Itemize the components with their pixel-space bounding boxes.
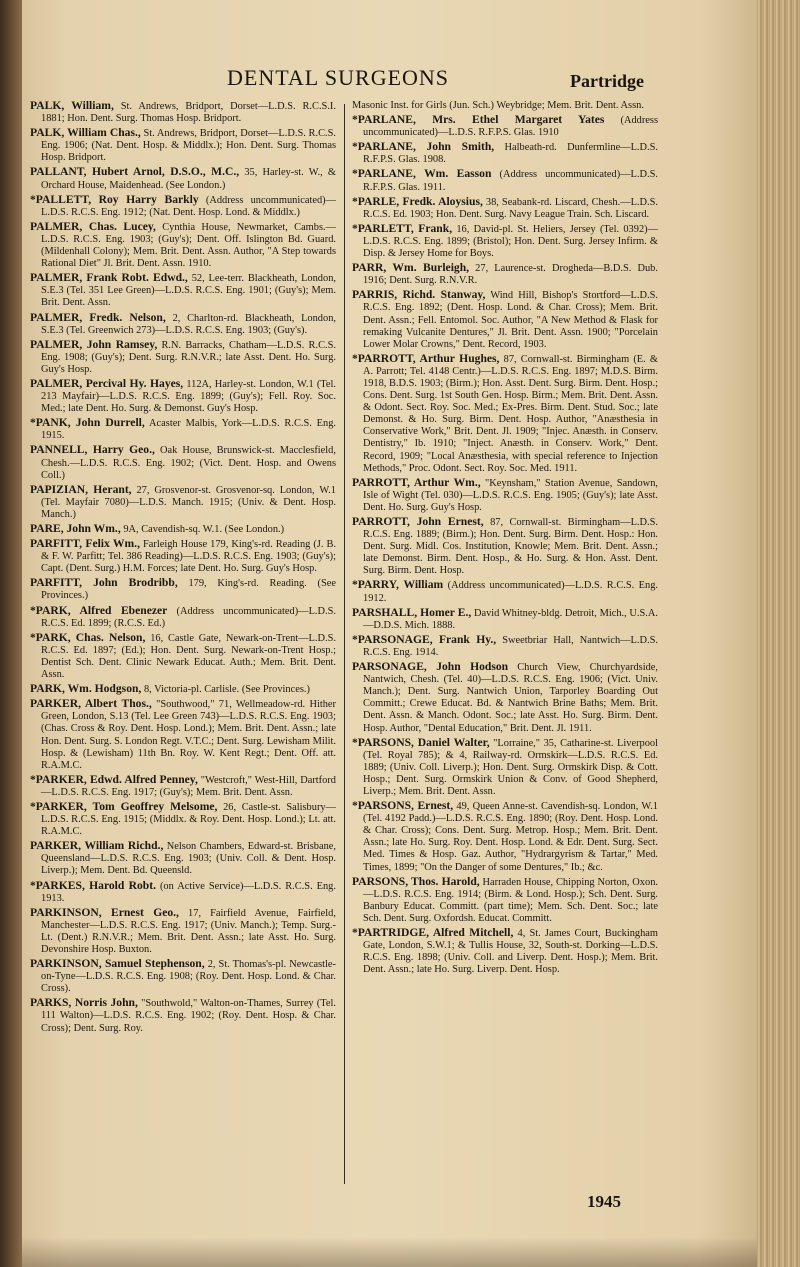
directory-entry	[30, 221, 336, 270]
entry-name: PALMER, Chas. Lucey,	[30, 219, 156, 233]
entry-name: PALLANT, Hubert Arnol, D.S.O., M.C.,	[30, 165, 240, 179]
entry-details: Cynthia House, Newmarket, Cambs.—L.D.S. R.C.S. Eng. 1903; (Guy's); Dent. Off. Islington Bd. Guard. (Mildenhall Colony); Mem. Brit. Dent. Assn. Author, "A Step towards Rational Diet" Jl. Brit. Dent. Assn. 1910.	[41, 221, 336, 270]
entry-name: PARFITT, John Brodribb,	[30, 576, 178, 590]
entry-name: PARE, John Wm.,	[30, 522, 121, 535]
directory-entry	[352, 477, 658, 514]
entry-name: PARKS, Norris John,	[30, 996, 138, 1010]
entry-details: R.N. Barracks, Chatham—L.D.S. R.C.S. Eng. 1908; (Guy's); Dent. Surg. R.N.V.R.; late Asst. Dent. Ho. Surg. Guy's Hosp.	[41, 339, 336, 375]
directory-entry	[30, 632, 336, 681]
entry-details: Nelson Chambers, Edward-st. Brisbane, Queensland—L.D.S. R.C.S. Eng. 1903; (Univ. Coll. & Dent. Hosp. Liverp.); Mem. Dent. Bd. Queensld.	[41, 841, 337, 877]
entry-name: *PARSONS, Daniel Walter,	[352, 735, 490, 749]
directory-entry	[30, 605, 336, 630]
entry-name: *PARSONS, Ernest,	[352, 799, 454, 813]
entry-name: PAPIZIAN, Herant,	[30, 482, 132, 496]
entry-name: *PARROTT, Arthur Hughes,	[352, 351, 500, 365]
entry-details: "Keynsham," Station Avenue, Sandown, Isle of Wight (Tel. 030)—L.D.S. R.C.S. Eng. 1905; (Guy's); late Asst. Dent. Ho. Surg. Guy's Hosp.	[363, 477, 658, 513]
entry-details: (Address uncommunicated)—L.D.S. R.C.S. Eng. 1912; (Nat. Dent. Hosp. Lond. & Middlx.)	[41, 194, 336, 218]
directory-entry	[352, 579, 658, 604]
entry-details: (Address uncommunicated)—L.D.S. R.F.P.S. Glas. 1910	[363, 115, 658, 139]
directory-entry	[30, 484, 336, 521]
entry-name: PARKINSON, Samuel Stephenson,	[30, 957, 205, 971]
directory-entry	[352, 876, 658, 925]
directory-entry	[30, 378, 336, 415]
entry-name: *PARLE, Fredk. Aloysius,	[352, 194, 483, 208]
entry-details: St. Andrews, Bridport, Dorset—L.D.S. R.C.S.I. 1881; Hon. Dent. Surg. Thomas Hosp. Bridport.	[41, 101, 336, 125]
directory-entry	[30, 194, 336, 219]
entry-name: *PANK, John Durrell,	[30, 416, 145, 430]
entry-details: Farleigh House 179, King's-rd. Reading (J. B. & F. W. Parfitt; Tel. 386 Reading)—L.D.S. R.C.S. Eng. 1903; (Guy's); Capt. (Dent. Surg.) H.M. Forces; late Dent. Ho. Surg. Guy's Hosp.	[41, 539, 336, 575]
directory-entry	[352, 262, 658, 287]
entry-name: PARSONAGE, John Hodson	[352, 660, 509, 674]
page-title: DENTAL SURGEONS	[227, 65, 450, 90]
entry-name: PALMER, Fredk. Nelson,	[30, 310, 166, 324]
directory-entry	[30, 577, 336, 602]
entry-details: 35, Harley-st. W., & Orchard House, Maidenhead. (See London.)	[41, 167, 337, 191]
entry-details: "Westcroft," West-Hill, Dartford—L.D.S. R.C.S. Eng. 1917; (Guy's); Mem. Brit. Dent. Assn.	[41, 774, 336, 798]
directory-entry	[352, 800, 658, 874]
entry-details: 26, Castle-st. Salisbury—L.D.S. R.C.S. Eng. 1915; (Middlx. & Roy. Dent. Hosp. Lond.); Lt. att. R.A.M.C.	[41, 801, 336, 838]
entry-name: *PARKES, Harold Robt.	[30, 878, 156, 892]
entry-details: Harraden House, Chipping Norton, Oxon.—L.D.S. R.C.S. Eng. 1914; (Birm. & Lond. Hosp.); Sch. Dent. Surg. Banbury Educat. Committ. (part time); Mem. Sch. Dent. Soc.; late Sch. Dent. Surg. Oxfordsh. Educat. Committ.	[363, 876, 658, 924]
directory-entry	[352, 737, 658, 798]
entry-name: PARKER, Albert Thos.,	[30, 697, 152, 711]
directory-entry	[30, 444, 336, 481]
entry-details: 87, Cornwall-st. Birmingham (E. & A. Parrott; Tel. 4148 Centr.)—L.D.S. R.C.S. Eng. 1897; M.D.S. Birm. 1918, B.D.S. 1903; (Birm.); Hon. Asst. Dent. Surg. Birm. Dent. Hosp.; Cons. Dent. Surg. 1st South Gen. Hosp. Birm.; Mem. Brit. Dent. Assn. & Odont. Sect. Roy. Soc. Med.; Ex-Pres. Birm. Dent. Stud. Soc.; late Demonst. & Ho. Surg. Birm. Dent. Hosp. Author, "Anæsthesia in Conservative Work," Brit. Dent. Jl. 1909; "Injec. Anæsth. in Conserv. Dentistry," Ib. 1910; "Inject. Anæsth. in Conserv. Work," Dent. Record, 1909; "Local Anæsthesia, with special reference to Injection Methods," Proc. Odont. Sect. Roy. Soc. Med. 1911.	[363, 353, 658, 474]
adjacent-page-edge	[0, 0, 22, 1267]
directory-entry	[352, 196, 658, 221]
directory-entry	[30, 127, 336, 164]
right-column	[352, 100, 658, 978]
directory-entry	[30, 312, 336, 337]
entry-name: *PARLANE, John Smith,	[352, 140, 495, 154]
page-shadow	[22, 1237, 757, 1267]
entry-details: Sweetbriar Hall, Nantwich—L.D.S. R.C.S. Eng. 1914.	[363, 634, 658, 658]
entry-name: PALK, William Chas.,	[30, 126, 141, 140]
entry-details: 27, Laurence-st. Drogheda—B.D.S. Dub. 1916; Dent. Surg. R.N.V.R.	[363, 263, 658, 287]
entry-name: *PARKER, Edwd. Alfred Penney,	[30, 772, 198, 786]
page-number: 1945	[587, 1192, 621, 1211]
entry-name: PARKINSON, Ernest Geo.,	[30, 905, 179, 919]
directory-entry	[352, 114, 658, 139]
entry-name: *PARTRIDGE, Alfred Mitchell,	[352, 926, 514, 939]
directory-entry	[352, 353, 658, 475]
directory-entry	[30, 523, 336, 536]
entry-details: 49, Queen Anne-st. Cavendish-sq. London, W.1 (Tel. 4192 Padd.)—L.D.S. R.C.S. Eng. 1890; (Roy. Dent. Hosp. Lond. & Char. Cross); Cons. Dent. Surg. Metrop. Hosp.; Mem. Brit. Dent. Assn.; late Ho. Surg. Roy. Dent. Hosp. Lond. & Edr. Dent. Surg. Sect. Med. Times & Hosp. Gaz. Author, "Hydrargyrism & Tartar," Med. Times, 1899; "On the Danger of some Dentures," Ib.; &c.	[363, 801, 658, 873]
directory-entry	[30, 774, 336, 799]
entry-details: St. Andrews, Bridport, Dorset—L.D.S. R.C.S. Eng. 1906; (Nat. Dent. Hosp. & Middlx.); Hon. Dent. Surg. Thomas Hosp. Bridport.	[41, 128, 336, 164]
directory-entry	[30, 801, 336, 838]
directory-page	[22, 0, 757, 1267]
directory-entry	[352, 607, 658, 632]
entry-details: (Address uncommunicated)—L.D.S. R.C.S. Eng. 1912.	[363, 580, 658, 604]
entry-details: Wind Hill, Bishop's Stortford—L.D.S. R.C.S. Eng. 1892; (Dent. Hosp. Lond. & Char. Cross); Mem. Brit. Dent. Assn.; Fell. Entomol. Soc. Author, "A New Method & Flask for remaking Vulcanite Dentures," Jl. Brit. Dent. Assn. 1900; "Porcelain Lower Molar Crowns," Dent. Record, 1903.	[363, 290, 658, 350]
directory-entry	[352, 289, 658, 350]
entry-name: PALMER, Frank Robt. Edwd.,	[30, 271, 188, 285]
entry-name: *PARK, Alfred Ebenezer	[30, 603, 168, 617]
entry-name: *PARLANE, Mrs. Ethel Margaret Yates	[352, 113, 605, 127]
entry-details: 27, Grosvenor-st. Grosvenor-sq. London, W.1 (Tel. Mayfair 7080)—L.D.S. Manch. 1915; (Univ. & Dent. Hosp. Manch.)	[41, 484, 336, 520]
directory-entry	[352, 516, 658, 577]
directory-entry	[30, 683, 336, 696]
entry-name: *PARRY, William	[352, 578, 444, 592]
directory-entry	[30, 880, 336, 905]
entry-details: (on Active Service)—L.D.S. R.C.S. Eng. 1913.	[41, 880, 336, 904]
entry-name: *PARLETT, Frank,	[352, 221, 453, 235]
entry-details: Church View, Churchyardside, Nantwich, Chesh. (Tel. 40)—L.D.S. R.C.S. Eng. 1906; (Vict. Univ. Manch.); Dent. Surg. Nantwich Union, Tarporley Boarding Out Committ.; Crewe Educat. Bd. & Nantwich Brine Baths; Mem. Brit. Dent. Assn. & Manch. Odont. Soc.; late Asst. Ho. Surg. Birm. Dent. Hosp. Author, "Dental Education," Brit. Dent. Jl. 1911.	[363, 662, 658, 734]
entry-details: 112A, Harley-st. London, W.1 (Tel. 213 Mayfair)—L.D.S. R.C.S. Eng. 1899; (Guy's); Fell. Roy. Soc. Med.; late Dent. Ho. Surg. & Demonst. Guy's Hosp.	[41, 378, 336, 415]
entry-name: PARSONS, Thos. Harold,	[352, 874, 480, 888]
entry-name: PARK, Wm. Hodgson,	[30, 682, 142, 696]
entry-details: 16, David-pl. St. Heliers, Jersey (Tel. 0392)—L.D.S. R.C.S. Eng. 1899; (Bristol); Hon. Dent. Surg. Jersey Infirm. & Disp. & Jersey Home for Boys.	[363, 223, 658, 260]
entry-name: PARROTT, Arthur Wm.,	[352, 475, 481, 489]
running-catchword: Partridge	[570, 71, 644, 91]
directory-entry	[30, 100, 336, 125]
directory-entry	[352, 168, 658, 193]
entry-name: *PARSONAGE, Frank Hy.,	[352, 632, 497, 646]
entry-details: Acaster Malbis, York—L.D.S. R.C.S. Eng. 1915.	[41, 418, 337, 442]
entry-details: 16, Castle Gate, Newark-on-Trent—L.D.S. R.C.S. Ed. 1897; (Ed.); Hon. Dent. Surg. Newark-on-Trent Hosp.; Dentist Sch. Dent. Clinic Newark Educat. Auth.; Mem. Brit. Dent. Assn.	[41, 632, 336, 681]
entry-details: (Address uncommunicated)—L.D.S. R.F.P.S. Glas. 1911.	[363, 169, 658, 193]
directory-entry	[30, 698, 336, 772]
entry-details: "Southwood," 71, Wellmeadow-rd. Hither Green, London, S.13 (Tel. Lee Green 743)—L.D.S. R.C.S. Eng. 1903; (Chas. Cross & Roy. Dent. Hosp. Lond.); Mem. Brit. Dent. Assn.; late Hon. Dent. Surg. S. London Regt. V.T.C.; Dent. Surg. Lewisham Milit. Hosp. & (Lewisham) 11th Bn. Roy. W. Kent Regt.; Dent. Off. att. R.A.M.C.	[41, 699, 336, 771]
book-page-edges	[757, 0, 800, 1267]
entry-name: *PARKER, Tom Geoffrey Melsome,	[30, 799, 218, 813]
entry-name: PANNELL, Harry Geo.,	[30, 443, 155, 457]
entry-details: Oak House, Brunswick-st. Macclesfield, Chesh.—L.D.S. R.C.S. Eng. 1902; (Vict. Dent. Hosp. and Owens Coll.)	[41, 445, 336, 481]
entry-name: PARRIS, Richd. Stanway,	[352, 288, 486, 302]
entry-details: (Address uncommunicated)—L.D.S. R.C.S. Ed. 1899; (R.C.S. Ed.)	[41, 605, 336, 629]
directory-entry	[30, 997, 336, 1034]
entry-name: *PALLETT, Roy Harry Barkly	[30, 192, 199, 206]
entry-details: 9A, Cavendish-sq. W.1. (See London.)	[123, 524, 285, 535]
entry-details: 87, Cornwall-st. Birmingham—L.D.S. R.C.S. Eng. 1889; (Birm.); Hon. Dent. Surg. Birm. Dent. Hosp.: Hon. Dent. Surg. Midl. Cos. Institution, Knowle; Mem. Brit. Dent. Assn.; late Demonst. Birm. Dent. Hosp., & Ho. Surg. & Hon. Asst. Dent. Surg. Birm. Dent. Hosp.	[363, 517, 659, 577]
entry-details: David Whitney-bldg. Detroit, Mich., U.S.A.—D.D.S. Mich. 1888.	[363, 607, 658, 631]
left-column	[30, 100, 336, 1037]
entry-details: 17, Fairfield Avenue, Fairfield, Manchester—L.D.S. R.C.S. Eng. 1917; (Univ. Manch.); Temp. Surg.-Lt. (Dent.) R.N.V.R.; Mem. Brit. Dent. Assn.; late Asst. Ho. Surg. Devonshire Hosp. Buxton.	[41, 907, 336, 955]
entry-name: PARSHALL, Homer E.,	[352, 605, 472, 619]
directory-entry	[352, 661, 658, 735]
entry-details: "Southwold," Walton-on-Thames, Surrey (Tel. 111 Walton)—L.D.S. R.C.S. Eng. 1902; (Roy. Dent. Hosp. & Char. Cross); Dent. Surg. Roy.	[41, 998, 336, 1034]
entry-details: 4, St. James Court, Buckingham Gate, London, S.W.1; & Tullis House, 32, South-st. Dorking—L.D.S. R.C.S. Eng. 1898; (Univ. Coll. and Liverp. Dent. Hosp.); Mem. Brit. Dent. Assn.; late Ho. Surg. Liverp. Dent. Hosp.	[363, 928, 658, 976]
entry-name: PARFITT, Felix Wm.,	[30, 537, 140, 551]
entry-name: PARROTT, John Ernest,	[352, 515, 484, 528]
entry-details: 52, Lee-terr. Blackheath, London, S.E.3 (Tel. 351 Lee Green)—L.D.S. R.C.S. Eng. 1901; (Guy's); Mem. Brit. Dent. Assn.	[41, 273, 336, 309]
entry-name: PALMER, John Ramsey,	[30, 337, 158, 351]
directory-entry	[352, 100, 658, 112]
entry-details: "Lorraine," 35, Catharine-st. Liverpool (Tel. Royal 785); & 4, Railway-rd. Ormskirk—L.D.S. R.C.S. Ed. 1889; (Univ. Coll. Liverp.); Hon. Dent. Surg. Ormskirk Disp. & Cott. Hosp.; Dent. Surg. Ormskirk Union & Conv. of Good Shepherd, Liverp.; Mem. Brit. Dent. Assn.	[363, 737, 659, 797]
entry-name: PALMER, Percival Hy. Hayes,	[30, 376, 184, 390]
directory-entry	[352, 223, 658, 260]
directory-entry	[30, 339, 336, 376]
entry-name: PARKER, William Richd.,	[30, 839, 164, 853]
entry-details: 38, Seabank-rd. Liscard, Chesh.—L.D.S. R.C.S. Ed. 1903; Hon. Dent. Surg. Navy League Train. Sch. Liscard.	[363, 196, 659, 220]
entry-name: *PARK, Chas. Nelson,	[30, 630, 146, 644]
directory-entry	[30, 538, 336, 575]
directory-entry	[30, 958, 336, 995]
entry-details: Masonic Inst. for Girls (Jun. Sch.) Weybridge; Mem. Brit. Dent. Assn.	[352, 100, 644, 111]
entry-name: PARR, Wm. Burleigh,	[352, 261, 470, 275]
directory-entry	[352, 141, 658, 166]
directory-entry	[30, 840, 336, 877]
directory-entry	[352, 634, 658, 659]
directory-entry	[30, 907, 336, 956]
entry-details: 8, Victoria-pl. Carlisle. (See Provinces.)	[143, 684, 310, 696]
column-divider	[344, 104, 345, 1184]
directory-entry	[30, 417, 336, 442]
entry-name: *PARLANE, Wm. Easson	[352, 167, 492, 181]
entry-details: Halbeath-rd. Dunfermline—L.D.S. R.F.P.S. Glas. 1908.	[363, 142, 658, 166]
directory-entry	[30, 166, 336, 191]
entry-details: 179, King's-rd. Reading. (See Provinces.)	[41, 578, 336, 602]
entry-details: 2, Charlton-rd. Blackheath, London, S.E.3 (Tel. Greenwich 273)—L.D.S. R.C.S. Eng. 1903; (Guy's).	[41, 312, 336, 336]
directory-entry	[30, 272, 336, 309]
entry-details: 2, St. Thomas's-pl. Newcastle-on-Tyne—L.D.S. R.C.S. Eng. 1908; (Roy. Dent. Hosp. Lond. & Char. Cross).	[41, 959, 336, 995]
directory-entry	[352, 927, 658, 976]
entry-name: PALK, William,	[30, 99, 114, 112]
